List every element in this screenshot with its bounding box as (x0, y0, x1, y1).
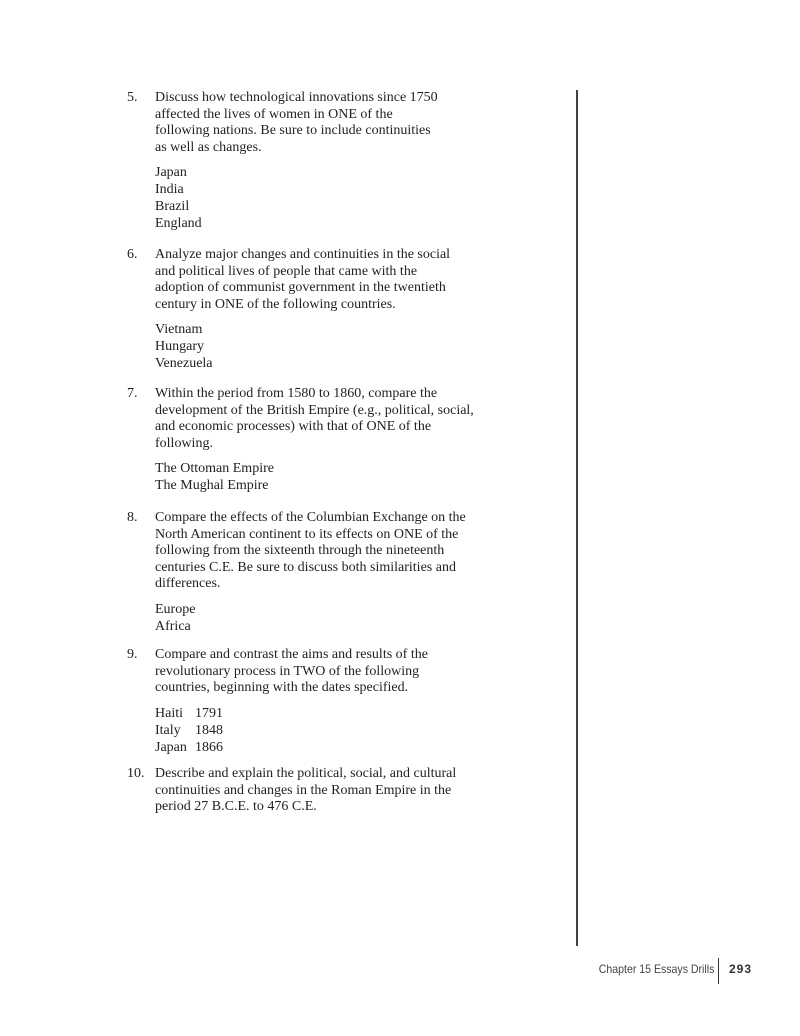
option-item: Brazil (155, 199, 190, 215)
question-text-line: period 27 B.C.E. to 476 C.E. (155, 799, 317, 815)
option-list (155, 601, 487, 635)
question-9 (127, 647, 487, 756)
question-number: 9. (127, 647, 138, 662)
question-text-line: Analyze major changes and continuities in the social (155, 247, 451, 262)
question-number: 7. (127, 386, 138, 401)
page-number: 293 (729, 962, 753, 976)
question-text-line: and economic processes) with that of ONE of the (155, 419, 432, 435)
option-list (155, 460, 487, 494)
question-text-line: following from the sixteenth through the nineteenth (155, 543, 445, 559)
option-year: 1866 (195, 739, 223, 755)
option-country: Haiti (155, 705, 183, 721)
question-text-line: countries, beginning with the dates specified. (155, 680, 409, 696)
question-text-line: adoption of communist government in the twentieth (155, 280, 446, 296)
footer-chapter-label: Chapter 15 Essays Drills (598, 962, 714, 976)
option-list (155, 321, 487, 372)
question-number: 6. (127, 247, 138, 262)
option-year: 1791 (195, 705, 223, 721)
question-number: 8. (127, 510, 138, 525)
question-text-line: development of the British Empire (e.g., political, social, (155, 402, 474, 418)
option-list (155, 705, 487, 756)
question-10 (127, 766, 487, 816)
question-8 (127, 510, 487, 635)
option-item (155, 705, 487, 722)
option-item: Europe (155, 601, 196, 617)
option-item: Africa (155, 618, 191, 634)
footer-divider (718, 958, 719, 984)
question-number: 5. (127, 90, 138, 105)
option-item: Vietnam (155, 322, 203, 338)
question-text-line: affected the lives of women in ONE of the (155, 106, 393, 122)
question-text-line: Discuss how technological innovations since 1750 (155, 90, 438, 105)
question-text-line: revolutionary process in TWO of the following (155, 663, 420, 679)
question-text-line: century in ONE of the following countries. (155, 296, 396, 312)
option-list (155, 164, 487, 232)
option-item (155, 722, 487, 739)
option-item: The Mughal Empire (155, 478, 269, 494)
option-country: Japan (155, 739, 187, 755)
question-5 (127, 90, 487, 232)
question-text-line: Describe and explain the political, social, and cultural (155, 766, 457, 781)
question-text-line: following nations. Be sure to include continuities (155, 123, 431, 139)
question-text-line: Compare the effects of the Columbian Exchange on the (155, 510, 466, 525)
option-item: Venezuela (155, 356, 213, 372)
option-item: Hungary (155, 339, 204, 355)
option-item: England (155, 216, 202, 232)
option-item: The Ottoman Empire (155, 461, 274, 477)
question-number: 10. (127, 766, 145, 781)
option-item (155, 739, 487, 756)
question-text-line: differences. (155, 576, 221, 592)
question-text-line: Within the period from 1580 to 1860, compare the (155, 386, 438, 401)
question-text-line: continuities and changes in the Roman Empire in the (155, 782, 452, 798)
question-text-line: and political lives of people that came with the (155, 263, 418, 279)
margin-rule (576, 90, 578, 946)
question-6 (127, 247, 487, 372)
option-item: Japan (155, 165, 187, 181)
option-item: India (155, 182, 184, 198)
option-country: Italy (155, 722, 181, 738)
question-text-line: following. (155, 435, 213, 451)
question-text-line: centuries C.E. Be sure to discuss both similarities and (155, 559, 456, 575)
option-year: 1848 (195, 722, 223, 738)
question-text-line: Compare and contrast the aims and results of the (155, 647, 428, 662)
question-text-line: North American continent to its effects on ONE of the (155, 526, 459, 542)
question-text-line: as well as changes. (155, 139, 262, 155)
question-7 (127, 386, 487, 494)
